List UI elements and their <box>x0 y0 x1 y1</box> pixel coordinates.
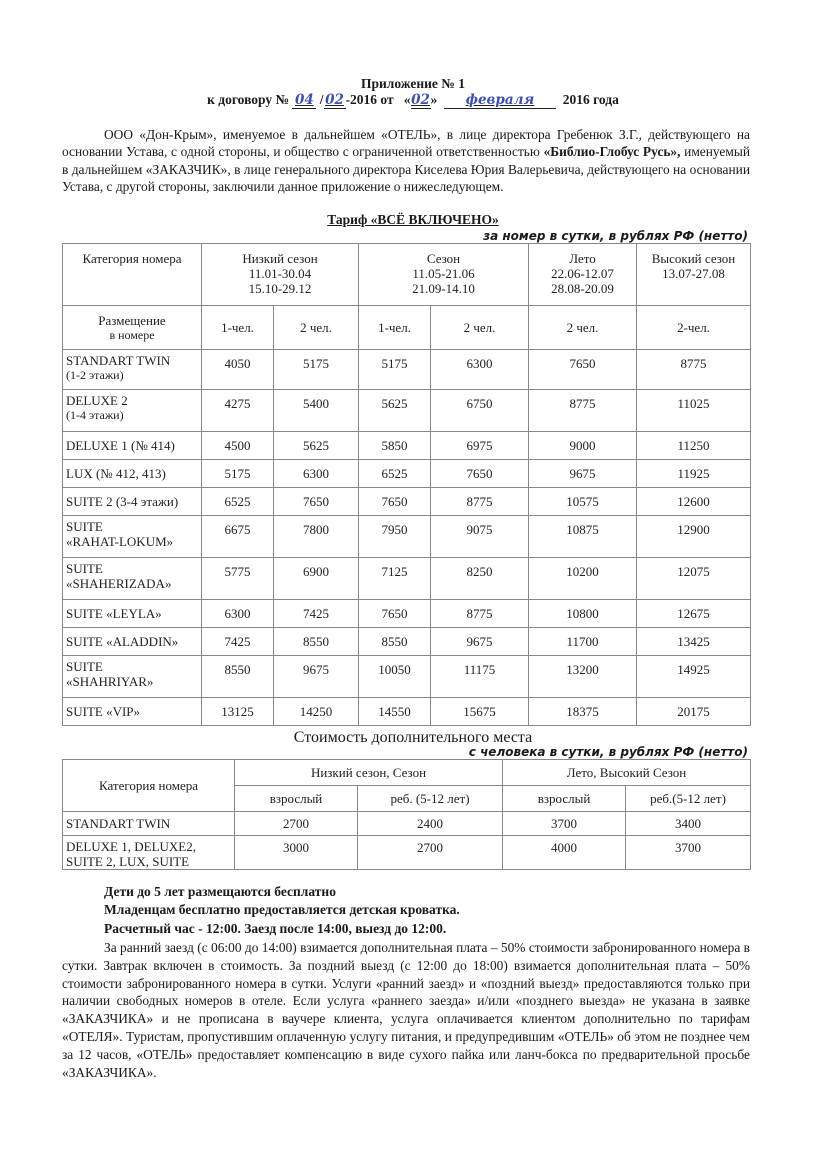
extra-col-header: реб.(5-12 лет) <box>626 786 751 812</box>
price-cell: 5400 <box>274 390 359 432</box>
extra-bed-table <box>62 759 751 870</box>
price-cell: 5175 <box>359 350 431 390</box>
price-cell: 8775 <box>431 488 529 516</box>
price-cell: 14550 <box>359 698 431 726</box>
table-row <box>63 628 751 656</box>
table-row <box>63 432 751 460</box>
price-cell: 5850 <box>359 432 431 460</box>
table-row <box>63 390 751 432</box>
table-row <box>63 812 751 836</box>
room-category: SUITE 2 (3-4 этажи) <box>63 488 202 516</box>
price-cell: 4500 <box>202 432 274 460</box>
room-category: SUITE «LEYLA» <box>63 600 202 628</box>
table-row <box>63 600 751 628</box>
price-cell: 3700 <box>503 812 626 836</box>
price-cell: 11250 <box>637 432 751 460</box>
room-category: LUX (№ 412, 413) <box>63 460 202 488</box>
price-cell: 11175 <box>431 656 529 698</box>
price-cell: 8775 <box>637 350 751 390</box>
price-cell: 10575 <box>529 488 637 516</box>
price-cell: 7650 <box>359 488 431 516</box>
price-cell: 6750 <box>431 390 529 432</box>
note-infants: Младенцам бесплатно предоставляется детская кроватка. <box>104 902 460 917</box>
extra-header-group-low: Низкий сезон, Сезон <box>235 760 503 786</box>
header-summer: Лето 22.06-12.07 28.08-20.09 <box>529 244 637 306</box>
price-cell: 14925 <box>637 656 751 698</box>
header-category: Категория номера <box>63 244 202 306</box>
price-cell: 6300 <box>431 350 529 390</box>
contract-month: февраля <box>444 92 556 109</box>
price-cell: 12675 <box>637 600 751 628</box>
room-category: DELUXE 1 (№ 414) <box>63 432 202 460</box>
occupancy-header: 2 чел. <box>274 306 359 350</box>
price-cell: 7425 <box>202 628 274 656</box>
price-cell: 7950 <box>359 516 431 558</box>
extra-header-row-groups <box>63 760 751 786</box>
table-row <box>63 558 751 600</box>
price-cell: 13425 <box>637 628 751 656</box>
table-row <box>63 488 751 516</box>
occupancy-header: 2-чел. <box>637 306 751 350</box>
tariff-unit-note: за номер в сутки, в рублях РФ (нетто) <box>483 229 748 243</box>
appendix-title: Приложение № 1 <box>361 76 465 91</box>
day-close-quote: » <box>430 92 438 107</box>
extra-bed-unit-note: с человека в сутки, в рублях РФ (нетто) <box>468 745 748 759</box>
contract-number-part1: 04 <box>292 92 316 109</box>
price-cell: 6525 <box>202 488 274 516</box>
tariff-header-row-occupancy <box>63 306 751 350</box>
price-cell: 9075 <box>431 516 529 558</box>
price-cell: 10050 <box>359 656 431 698</box>
extra-col-header: взрослый <box>503 786 626 812</box>
price-cell: 13125 <box>202 698 274 726</box>
room-category: SUITE «RAHAT-LOKUM» <box>63 516 202 558</box>
room-category: STANDART TWIN <box>63 812 235 836</box>
contract-year-suffix: 2016 года <box>562 92 619 107</box>
header-low-season: Низкий сезон 11.01-30.04 15.10-29.12 <box>202 244 359 306</box>
price-cell: 3700 <box>626 836 751 870</box>
price-cell: 18375 <box>529 698 637 726</box>
price-cell: 2700 <box>235 812 358 836</box>
note-children: Дети до 5 лет размещаются бесплатно <box>104 884 336 899</box>
table-row <box>63 350 751 390</box>
contract-year: -2016 от <box>345 92 394 107</box>
price-cell: 6975 <box>431 432 529 460</box>
header-high-season: Высокий сезон 13.07-27.08 <box>637 244 751 306</box>
price-cell: 20175 <box>637 698 751 726</box>
room-category: SUITE «SHAHRIYAR» <box>63 656 202 698</box>
price-cell: 5625 <box>359 390 431 432</box>
price-cell: 6675 <box>202 516 274 558</box>
price-cell: 5175 <box>274 350 359 390</box>
intro-paragraph: ООО «Дон-Крым», именуемое в дальнейшем «ОТЕЛЬ», в лице директора Гребенюк З.Г., действующего на основании Устава, с одной стороны, и общество с ограниченной ответственностью «Библио-Глобус Русь», именуемый в дальнейшем «ЗАКАЗЧИК», в лице генерального директора Киселева Юрия Валерьевича, действующего на основании Устава, с другой стороны, заключили данное приложение о нижеследующем. <box>62 127 751 195</box>
price-cell: 3400 <box>626 812 751 836</box>
price-cell: 7800 <box>274 516 359 558</box>
price-cell: 6525 <box>359 460 431 488</box>
price-cell: 11700 <box>529 628 637 656</box>
price-cell: 7650 <box>359 600 431 628</box>
price-cell: 11025 <box>637 390 751 432</box>
room-category: DELUXE 1, DELUXE2, SUITE 2, LUX, SUITE <box>63 836 235 870</box>
price-cell: 8550 <box>274 628 359 656</box>
price-cell: 9000 <box>529 432 637 460</box>
price-cell: 13200 <box>529 656 637 698</box>
extra-header-category: Категория номера <box>63 760 235 812</box>
price-cell: 10875 <box>529 516 637 558</box>
price-cell: 2400 <box>358 812 503 836</box>
price-cell: 6300 <box>274 460 359 488</box>
price-cell: 8775 <box>529 390 637 432</box>
occupancy-header: 1-чел. <box>202 306 274 350</box>
price-cell: 7650 <box>431 460 529 488</box>
price-cell: 10200 <box>529 558 637 600</box>
table-row <box>63 836 751 870</box>
extra-bed-title: Стоимость дополнительного места <box>293 729 533 746</box>
price-cell: 5625 <box>274 432 359 460</box>
room-category: DELUXE 2 (1-4 этажи) <box>63 390 202 432</box>
price-cell: 3000 <box>235 836 358 870</box>
price-cell: 12075 <box>637 558 751 600</box>
extra-header-group-high: Лето, Высокий Сезон <box>503 760 751 786</box>
price-cell: 4275 <box>202 390 274 432</box>
price-cell: 14250 <box>274 698 359 726</box>
tariff-table <box>62 243 751 726</box>
price-cell: 7650 <box>529 350 637 390</box>
price-cell: 7650 <box>274 488 359 516</box>
price-cell: 7125 <box>359 558 431 600</box>
price-cell: 5775 <box>202 558 274 600</box>
price-cell: 8250 <box>431 558 529 600</box>
room-category: SUITE «SHAHERIZADA» <box>63 558 202 600</box>
price-cell: 4050 <box>202 350 274 390</box>
extra-col-header: взрослый <box>235 786 358 812</box>
occupancy-header: 2 чел. <box>431 306 529 350</box>
price-cell: 15675 <box>431 698 529 726</box>
price-cell: 8550 <box>202 656 274 698</box>
room-category: SUITE «VIP» <box>63 698 202 726</box>
note-checkout: Расчетный час - 12:00. Заезд после 14:00, выезд до 12:00. <box>104 921 447 936</box>
note-body: За ранний заезд (с 06:00 до 14:00) взимается дополнительная плата – 50% стоимости забронированного номера в сутки. Завтрак включен в стоимость. За поздний выезд (с 12:00 до 18:00) взимается дополнительная плата – 50% стоимости забронированного номера в сутки. Услуги «ранний заезд» и «поздний выезд» предоставляются только при наличии свободных номеров в отеле. Если услуга «раннего заезда» и/или «позднего выезда» не указана в заявке «ЗАКАЗЧИКА» и не прописана в ваучере клиента, услуга оплачивается клиентом дополнительно по тарифам «ОТЕЛЯ». Туристам, пропустившим оплаченную услугу питания, и предупредившим «ОТЕЛЬ» об этом не позднее чем за 12 часов, «ОТЕЛЬ» предоставляет компенсацию в виде сухого пайка или ланч-бокса по предварительной просьбе «ЗАКАЗЧИКА». <box>62 940 750 1080</box>
contract-number-part2: 02 <box>325 92 344 108</box>
price-cell: 9675 <box>529 460 637 488</box>
price-cell: 2700 <box>358 836 503 870</box>
occupancy-header: 1-чел. <box>359 306 431 350</box>
tariff-title: Тариф «ВСЁ ВКЛЮЧЕНО» <box>327 212 499 227</box>
table-row <box>63 516 751 558</box>
table-row <box>63 460 751 488</box>
occupancy-header: 2 чел. <box>529 306 637 350</box>
extra-col-header: реб. (5-12 лет) <box>358 786 503 812</box>
price-cell: 8775 <box>431 600 529 628</box>
room-category: SUITE «ALADDIN» <box>63 628 202 656</box>
contract-reference <box>0 92 826 109</box>
price-cell: 12900 <box>637 516 751 558</box>
price-cell: 5175 <box>202 460 274 488</box>
tariff-header-row-seasons <box>63 244 751 306</box>
price-cell: 6300 <box>202 600 274 628</box>
contract-prefix: к договору № <box>207 92 290 107</box>
price-cell: 8550 <box>359 628 431 656</box>
price-cell: 4000 <box>503 836 626 870</box>
price-cell: 12600 <box>637 488 751 516</box>
customer-name: «Библио-Глобус Русь», <box>543 144 681 160</box>
price-cell: 6900 <box>274 558 359 600</box>
table-row <box>63 698 751 726</box>
price-cell: 11925 <box>637 460 751 488</box>
price-cell: 9675 <box>431 628 529 656</box>
contract-day: 02 <box>411 92 430 108</box>
header-season: Сезон 11.05-21.06 21.09-14.10 <box>359 244 529 306</box>
day-open-quote: « <box>403 92 411 107</box>
table-row <box>63 656 751 698</box>
price-cell: 9675 <box>274 656 359 698</box>
price-cell: 10800 <box>529 600 637 628</box>
contract-slash: / <box>319 92 324 107</box>
price-cell: 7425 <box>274 600 359 628</box>
header-placement: Размещение в номере <box>63 306 202 350</box>
room-category: STANDART TWIN (1-2 этажи) <box>63 350 202 390</box>
